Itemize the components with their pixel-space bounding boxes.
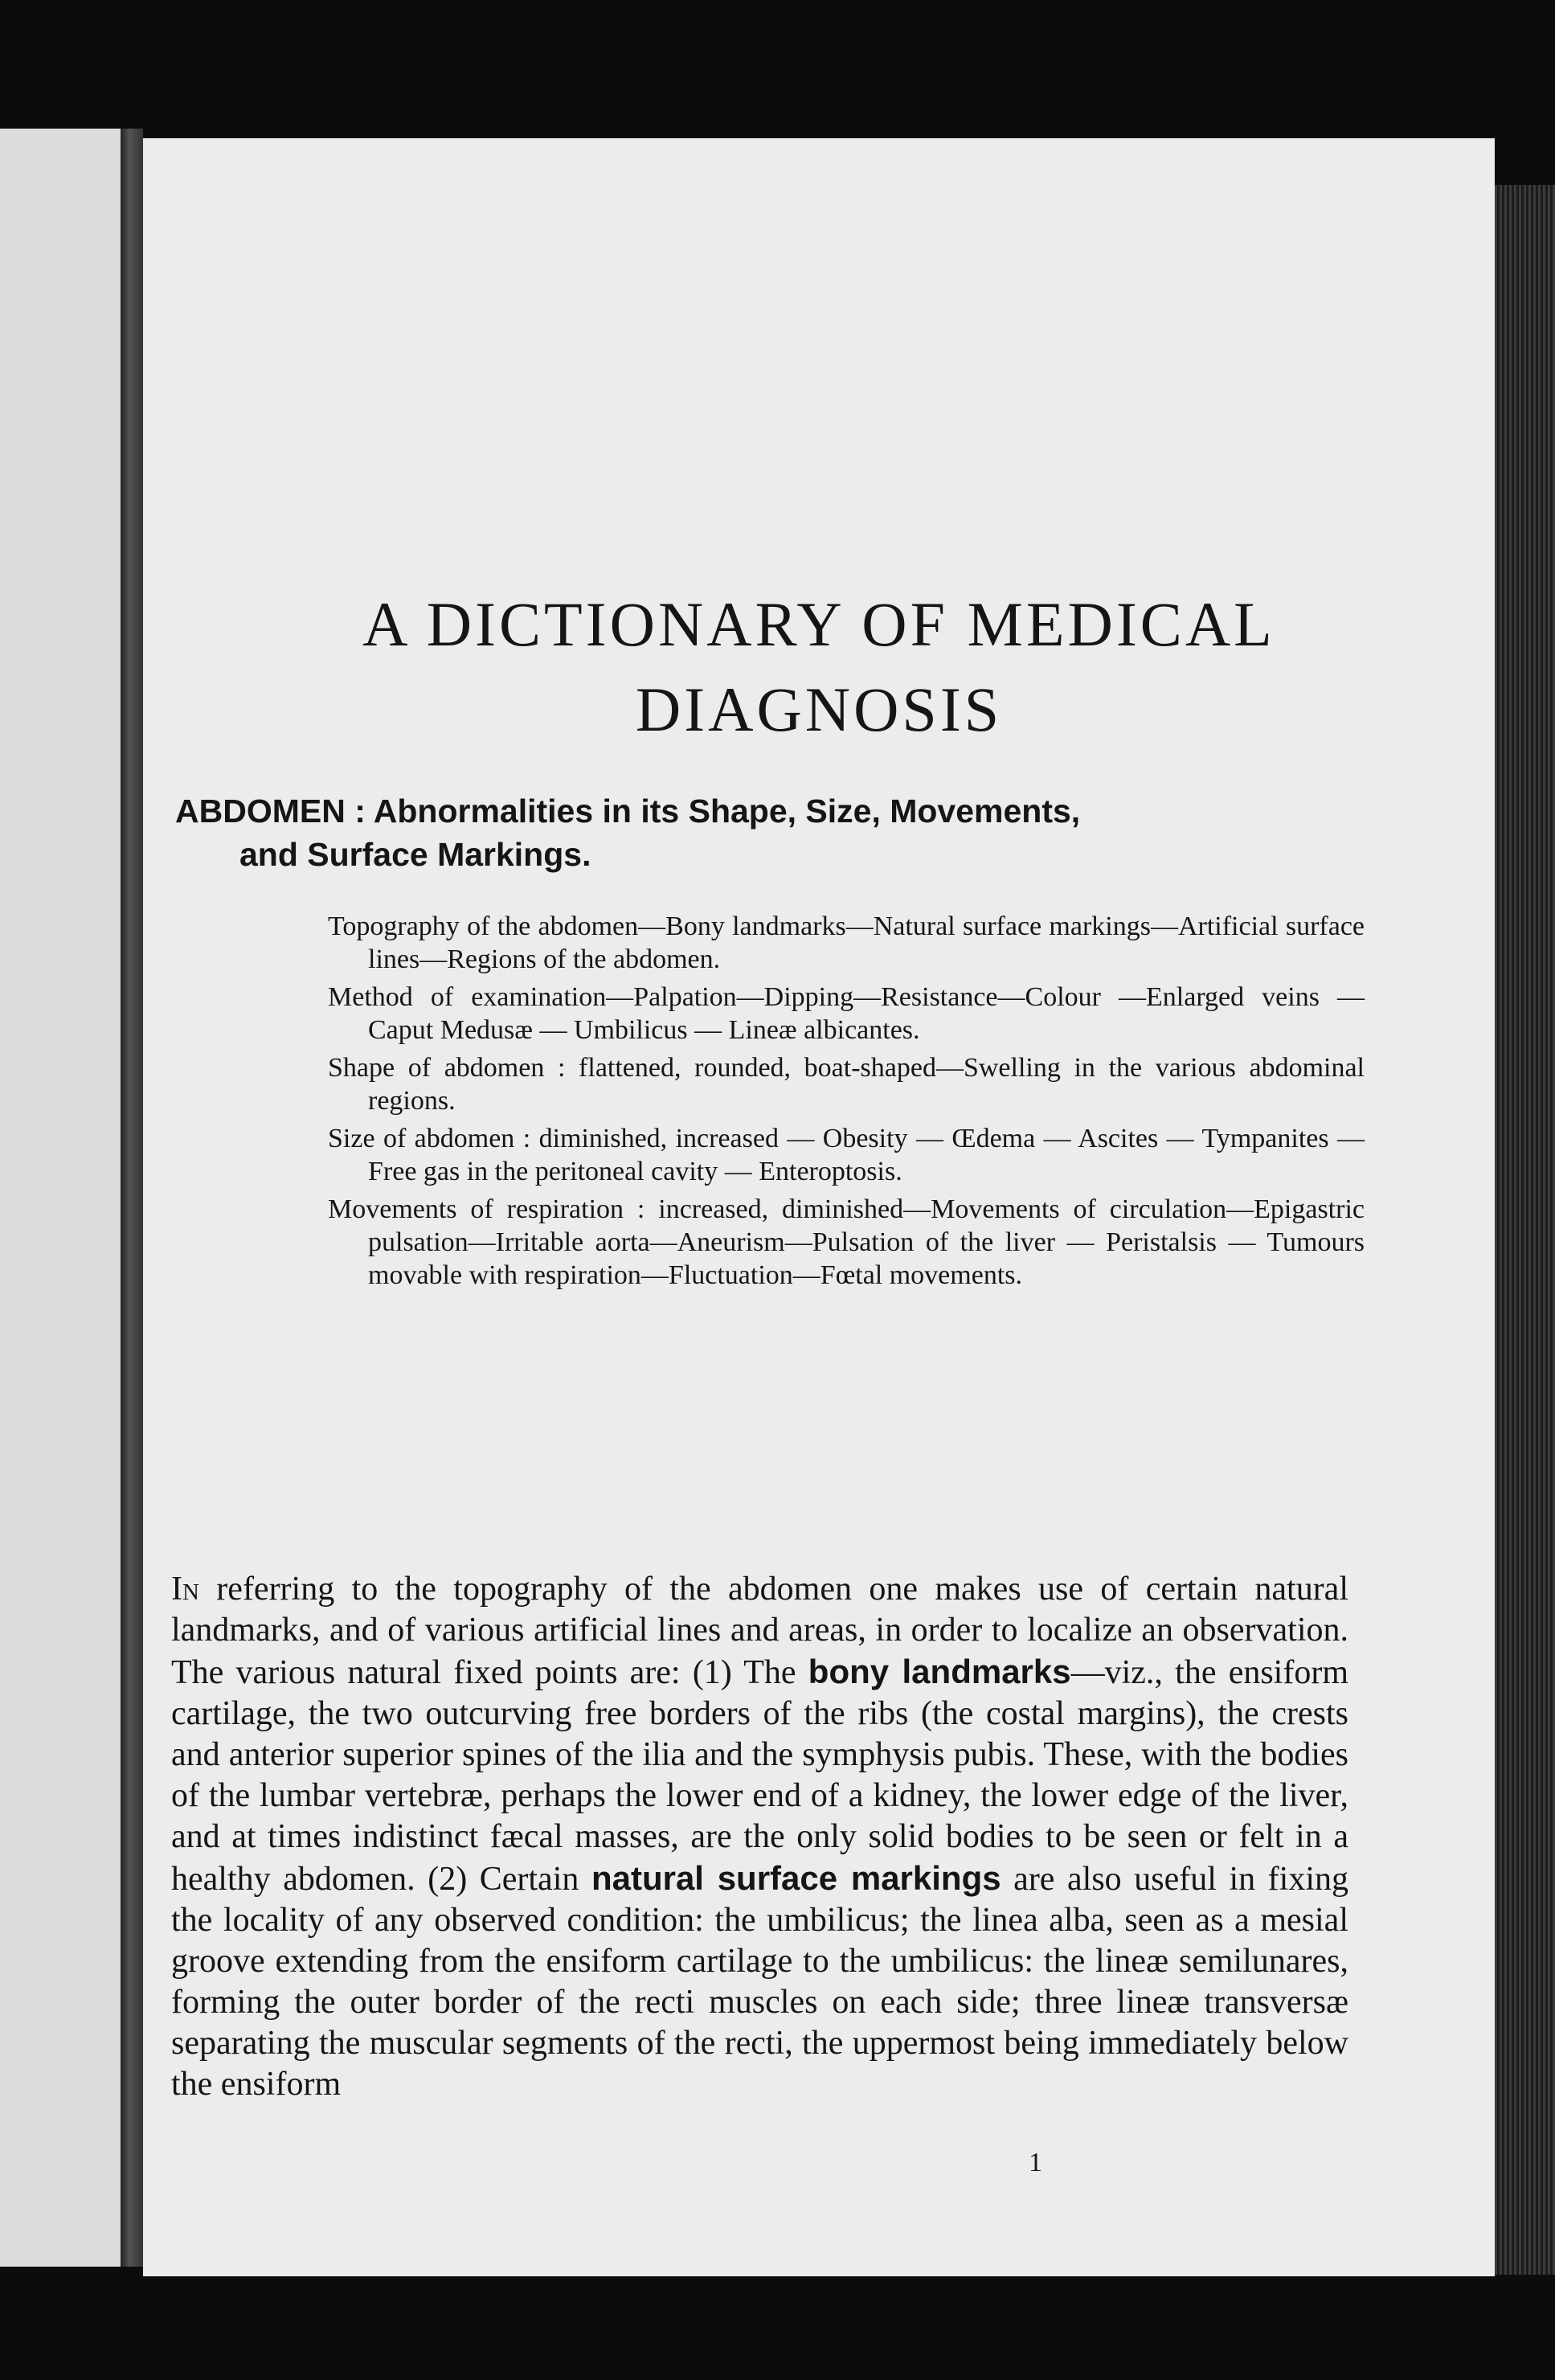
synopsis-item: Shape of abdomen : flattened, rounded, boat-shaped—Swelling in the various abdominal regions.	[328, 1053, 1365, 1116]
book-page	[143, 138, 1495, 2276]
page-number: 1	[1029, 2148, 1042, 2177]
drop-cap: In	[171, 1571, 199, 1608]
book-title-line-1: A DICTIONARY OF MEDICAL	[362, 589, 1275, 659]
body-paragraph	[171, 1569, 1348, 2105]
book-title-line-2: DIAGNOSIS	[635, 674, 1003, 744]
bold-term: natural surface markings	[591, 1859, 1001, 1897]
synopsis-item: Size of abdomen : diminished, increased — Obesity — Œdema — Ascites — Tympanites — Free gas in the peritoneal cavity — Enteroptosis.	[328, 1124, 1365, 1186]
synopsis-item: Movements of respiration : increased, diminished—Movements of circulation—Epigastric pulsation—Irritable aorta—Aneurism—Pulsation of the liver — Peristalsis — Tumours movable with respiration—Fluctuation—Fœtal movements.	[328, 1194, 1365, 1290]
body-segment: referring to the topography of the abdomen one makes use of certain natural landmarks, and of various artificial lines and areas, in order to localize an observation. The various natural fixed points are: (1) The	[171, 1571, 1348, 1691]
book-gutter	[121, 129, 143, 2267]
entry-synopsis	[328, 910, 1365, 1297]
facing-page	[0, 129, 121, 2267]
entry-heading-text-2: and Surface Markings.	[239, 836, 591, 873]
page-edges	[1495, 185, 1555, 2275]
entry-heading	[175, 789, 1348, 876]
entry-term: ABDOMEN :	[175, 793, 366, 830]
body-text	[171, 1569, 1348, 2105]
body-segment: are also useful in fixing the locality of any observed condition: the umbilicus; the linea alba, seen as a mesial groove extending from the ensiform cartilage to the umbilicus: the lineæ semilunares, forming the outer border of the recti muscles on each side; three lineæ transversæ separating the muscular segments of the recti, the uppermost being immediately below the ensiform	[171, 1861, 1349, 2103]
body-segment: —viz., the ensiform cartilage, the two outcurving free borders of the ribs (the costal margins), the crests and anterior superior spines of the ilia and the symphysis pubis. These, with the bodies of the lumbar vertebræ, perhaps the lower end of a kidney, the lower edge of the liver, and at times indistinct fæcal masses, are the only solid bodies to be seen or felt in a healthy abdomen. (2) Certain	[171, 1654, 1348, 1898]
synopsis-item: Topography of the abdomen—Bony landmarks—Natural surface markings—Artificial surface lines—Regions of the abdomen.	[328, 911, 1365, 974]
synopsis-item: Method of examination—Palpation—Dipping—Resistance—Colour —Enlarged veins — Caput Medusæ — Umbilicus — Lineæ albicantes.	[328, 982, 1365, 1045]
bold-term: bony landmarks	[808, 1653, 1071, 1690]
entry-heading-text-1: Abnormalities in its Shape, Size, Movements,	[373, 793, 1081, 830]
